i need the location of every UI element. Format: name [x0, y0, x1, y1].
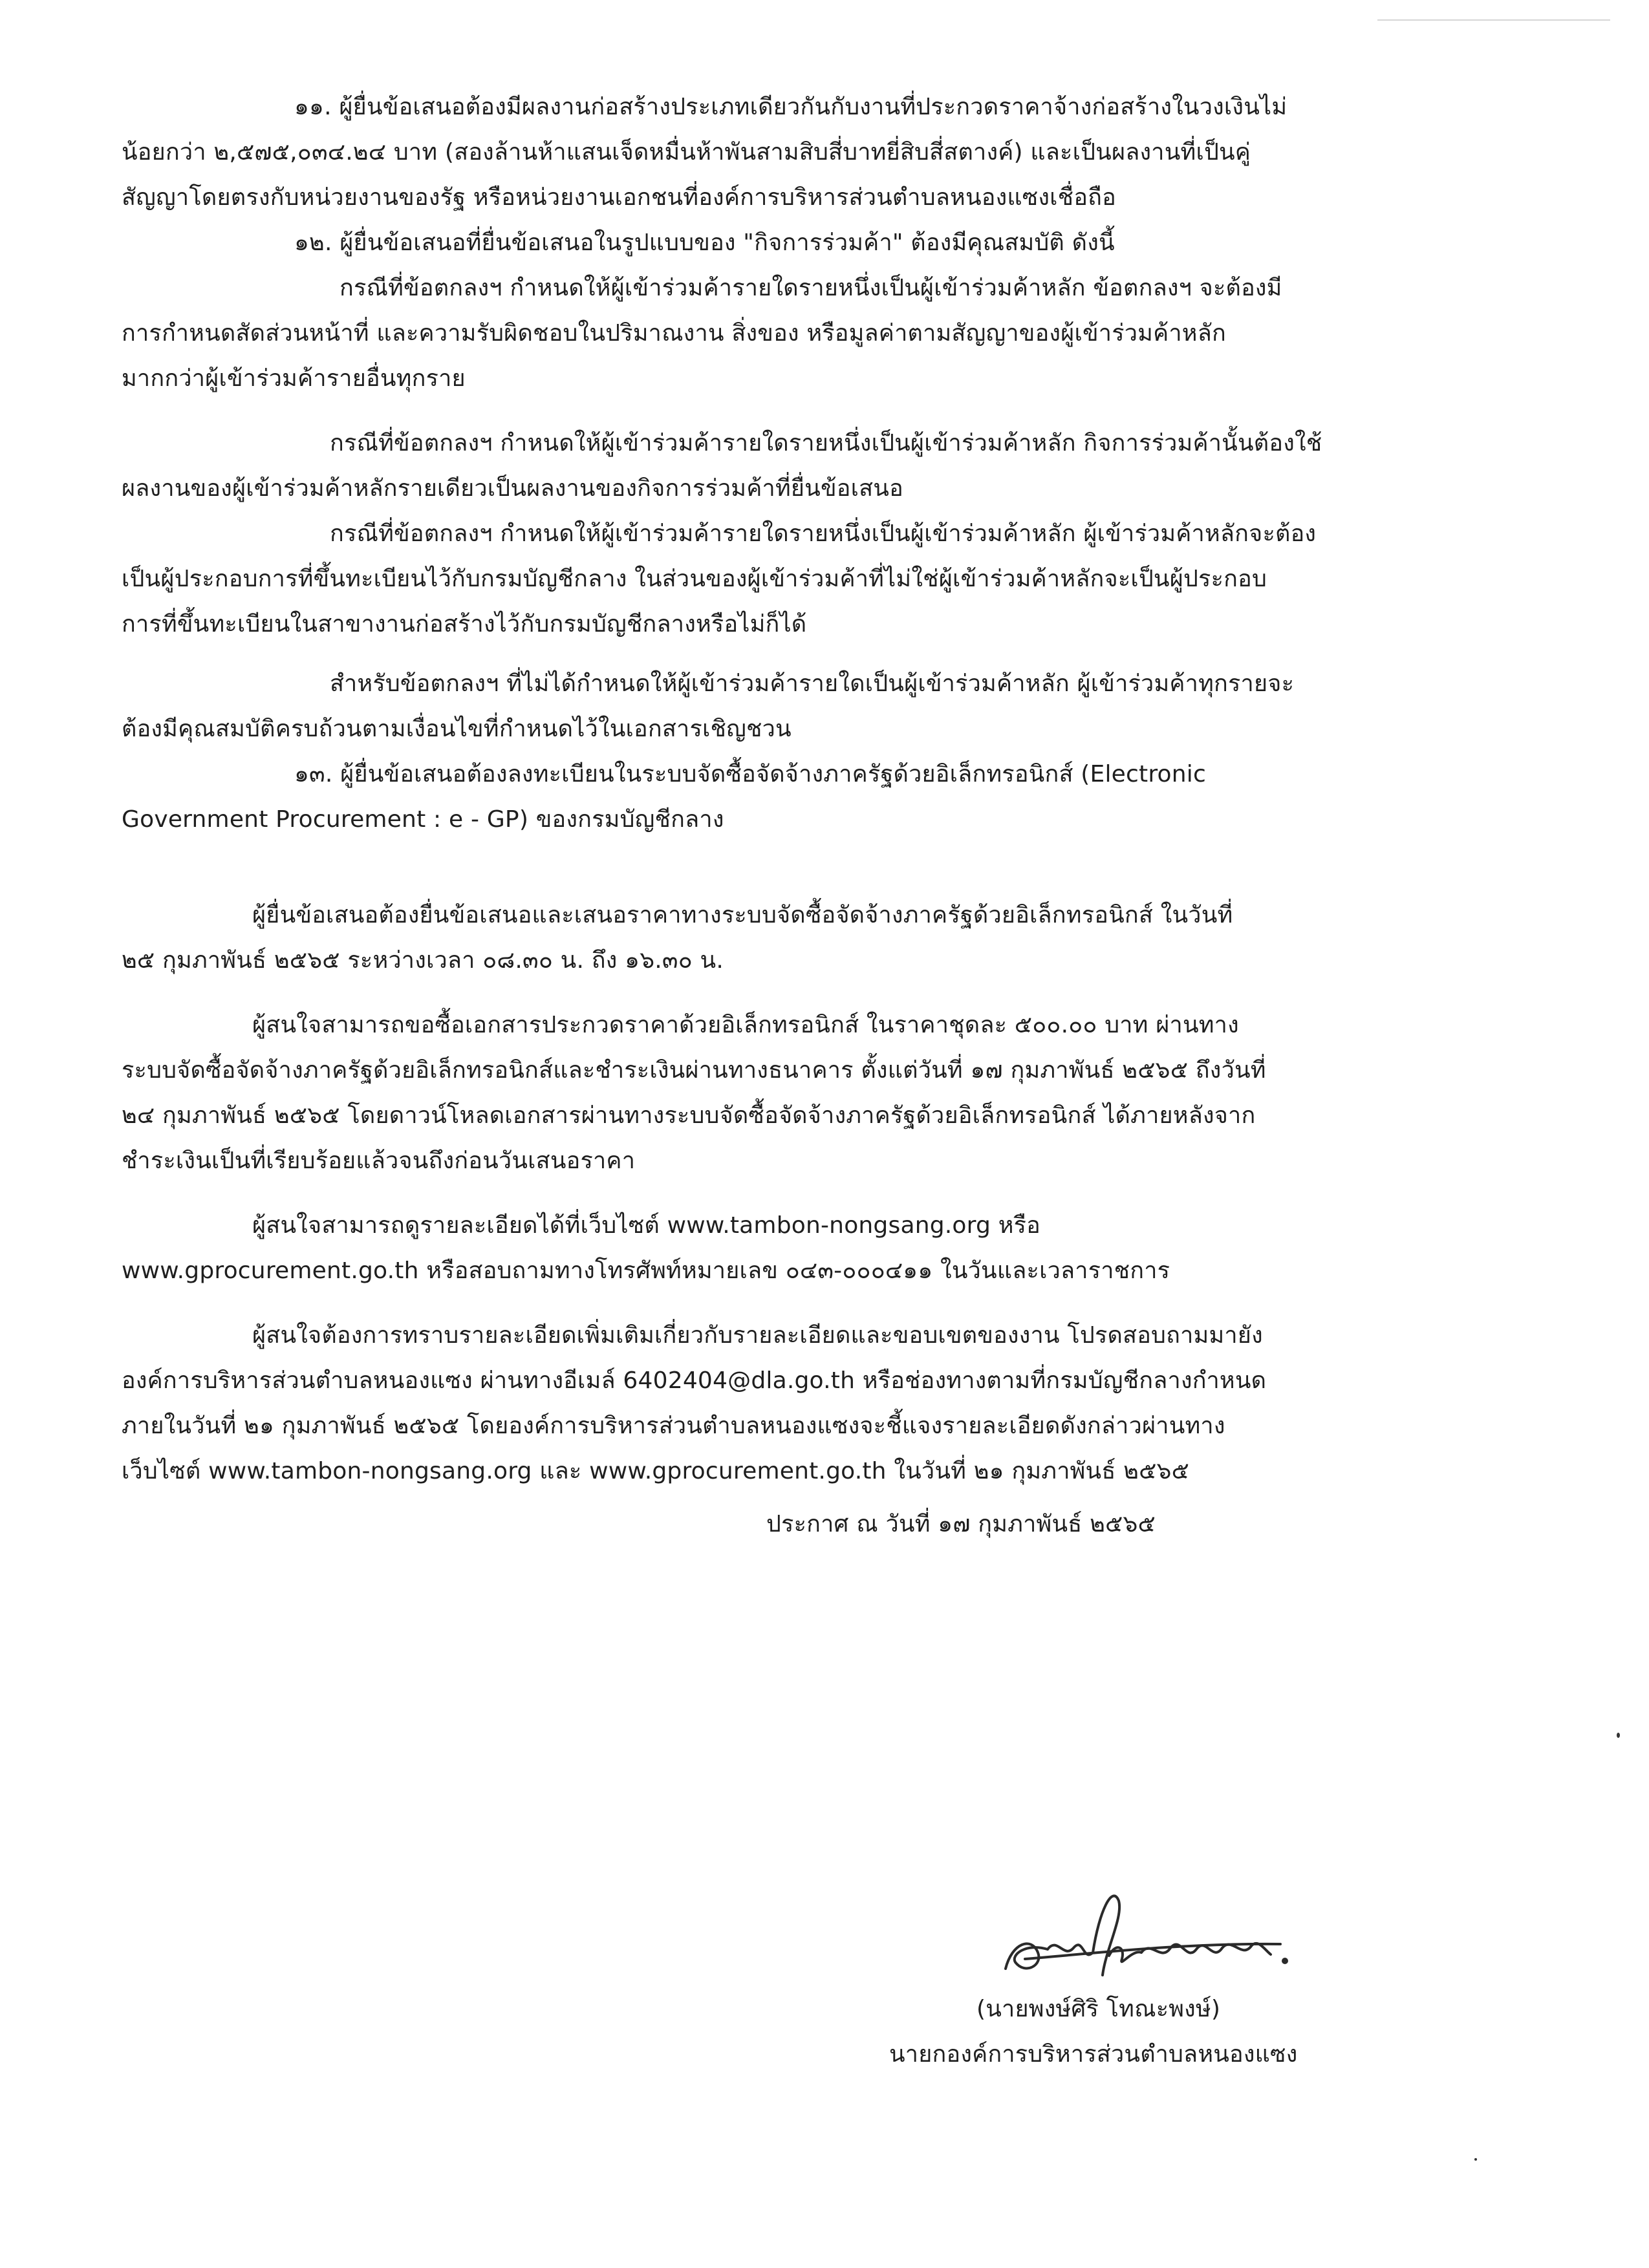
handwritten-signature: [986, 1872, 1310, 1995]
clause-12-case-2-line-1: กรณีที่ข้อตกลงฯ กำหนดให้ผู้เข้าร่วมค้ารายใดรายหนึ่งเป็นผู้เข้าร่วมค้าหลัก กิจการร่วมค้านั้นต้องใช้: [330, 430, 1322, 456]
clause-12-case-4-line-2: ต้องมีคุณสมบัติครบถ้วนตามเงื่อนไขที่กำหนดไว้ในเอกสารเชิญชวน: [122, 716, 792, 742]
signer-name: (นายพงษ์ศิริ โทณะพงษ์): [976, 1996, 1221, 2022]
inquiry-line-2: องค์การบริหารส่วนตำบลหนองแซง ผ่านทางอีเมล์ 6402404@dla.go.th หรือช่องทางตามที่กรมบัญชีกลางกำหนด: [122, 1367, 1267, 1394]
scan-edge-line: [1377, 19, 1610, 21]
clause-12-case-1-line-2: การกำหนดสัดส่วนหน้าที่ และความรับผิดชอบในปริมาณงาน สิ่งของ หรือมูลค่าตามสัญญาของผู้เข้าร่วมค้าหลัก: [122, 320, 1226, 347]
announcement-date: ประกาศ ณ วันที่ ๑๗ กุมภาพันธ์ ๒๕๖๕: [766, 1511, 1156, 1537]
inquiry-line-1: ผู้สนใจต้องการทราบรายละเอียดเพิ่มเติมเกี่ยวกับรายละเอียดและขอบเขตของงาน โปรดสอบถามมายัง: [252, 1322, 1263, 1349]
submission-line-2: ๒๕ กุมภาพันธ์ ๒๕๖๕ ระหว่างเวลา ๐๘.๓๐ น. ถึง ๑๖.๓๐ น.: [122, 947, 724, 974]
contact-info-line-1: ผู้สนใจสามารถดูรายละเอียดได้ที่เว็บไซต์ www.tambon-nongsang.org หรือ: [252, 1212, 1040, 1239]
clause-11-line-2: น้อยกว่า ๒,๕๗๕,๐๓๔.๒๔ บาท (สองล้านห้าแสนเจ็ดหมื่นห้าพันสามสิบสี่บาทยี่สิบสี่สตางค์) และเป็นผลงานที่เป็นคู่: [122, 139, 1251, 166]
clause-11-line-3: สัญญาโดยตรงกับหน่วยงานของรัฐ หรือหน่วยงานเอกชนที่องค์การบริหารส่วนตำบลหนองแซงเชื่อถือ: [122, 184, 1116, 211]
inquiry-line-3: ภายในวันที่ ๒๑ กุมภาพันธ์ ๒๕๖๕ โดยองค์การบริหารส่วนตำบลหนองแซงจะชี้แจงรายละเอียดดังกล่าวผ่านทาง: [122, 1413, 1225, 1439]
clause-12-case-1-line-3: มากกว่าผู้เข้าร่วมค้ารายอื่นทุกราย: [122, 365, 466, 392]
clause-13-line-2: Government Procurement : e - GP) ของกรมบัญชีกลาง: [122, 806, 724, 833]
purchase-docs-line-1: ผู้สนใจสามารถขอซื้อเอกสารประกวดราคาด้วยอิเล็กทรอนิกส์ ในราคาชุดละ ๕๐๐.๐๐ บาท ผ่านทาง: [252, 1012, 1239, 1038]
clause-12-case-2-line-2: ผลงานของผู้เข้าร่วมค้าหลักรายเดียวเป็นผลงานของกิจการร่วมค้าที่ยื่นข้อเสนอ: [122, 475, 903, 502]
clause-11-line-1: ๑๑. ผู้ยื่นข้อเสนอต้องมีผลงานก่อสร้างประเภทเดียวกันกับงานที่ประกวดราคาจ้างก่อสร้างในวงเงินไม่: [294, 94, 1288, 120]
clause-12-case-4-line-1: สำหรับข้อตกลงฯ ที่ไม่ได้กำหนดให้ผู้เข้าร่วมค้ารายใดเป็นผู้เข้าร่วมค้าหลัก ผู้เข้าร่วมค้าทุกรายจะ: [330, 670, 1295, 697]
scan-speck: [1474, 2158, 1477, 2161]
purchase-docs-line-2: ระบบจัดซื้อจัดจ้างภาครัฐด้วยอิเล็กทรอนิกส์และชำระเงินผ่านทางธนาคาร ตั้งแต่วันที่ ๑๗ กุมภาพันธ์ ๒๕๖๕ ถึงวันที่: [122, 1057, 1266, 1084]
clause-12-case-1-line-1: กรณีที่ข้อตกลงฯ กำหนดให้ผู้เข้าร่วมค้ารายใดรายหนึ่งเป็นผู้เข้าร่วมค้าหลัก ข้อตกลงฯ จะต้องมี: [339, 275, 1282, 301]
clause-12-case-3-line-3: การที่ขึ้นทะเบียนในสาขางานก่อสร้างไว้กับกรมบัญชีกลางหรือไม่ก็ได้: [122, 611, 807, 637]
clause-12-case-3-line-1: กรณีที่ข้อตกลงฯ กำหนดให้ผู้เข้าร่วมค้ารายใดรายหนึ่งเป็นผู้เข้าร่วมค้าหลัก ผู้เข้าร่วมค้าหลักจะต้อง: [330, 520, 1317, 547]
scan-speck: [1617, 1733, 1620, 1738]
clause-13-line-1: ๑๓. ผู้ยื่นข้อเสนอต้องลงทะเบียนในระบบจัดซื้อจัดจ้างภาครัฐด้วยอิเล็กทรอนิกส์ (Electronic: [294, 761, 1206, 787]
purchase-docs-line-4: ชำระเงินเป็นที่เรียบร้อยแล้วจนถึงก่อนวันเสนอราคา: [122, 1148, 636, 1174]
signer-position: นายกองค์การบริหารส่วนตำบลหนองแซง: [889, 2041, 1298, 2068]
clause-12-case-3-line-2: เป็นผู้ประกอบการที่ขึ้นทะเบียนไว้กับกรมบัญชีกลาง ในส่วนของผู้เข้าร่วมค้าที่ไม่ใช่ผู้เข้าร่วมค้าหลักจะเป็นผู้ประกอบ: [122, 566, 1267, 592]
inquiry-line-4: เว็บไซต์ www.tambon-nongsang.org และ www.gprocurement.go.th ในวันที่ ๒๑ กุมภาพันธ์ ๒๕๖๕: [122, 1458, 1190, 1484]
submission-line-1: ผู้ยื่นข้อเสนอต้องยื่นข้อเสนอและเสนอราคาทางระบบจัดซื้อจัดจ้างภาครัฐด้วยอิเล็กทรอนิกส์ ในวันที่: [252, 902, 1233, 928]
clause-12-heading: ๑๒. ผู้ยื่นข้อเสนอที่ยื่นข้อเสนอในรูปแบบของ "กิจการร่วมค้า" ต้องมีคุณสมบัติ ดังนี้: [294, 230, 1115, 256]
purchase-docs-line-3: ๒๔ กุมภาพันธ์ ๒๕๖๕ โดยดาวน์โหลดเอกสารผ่านทางระบบจัดซื้อจัดจ้างภาครัฐด้วยอิเล็กทรอนิกส์ ได้ภายหลังจาก: [122, 1102, 1256, 1129]
contact-info-line-2: www.gprocurement.go.th หรือสอบถามทางโทรศัพท์หมายเลข ๐๔๓-๐๐๐๔๑๑ ในวันและเวลาราชการ: [122, 1257, 1170, 1284]
